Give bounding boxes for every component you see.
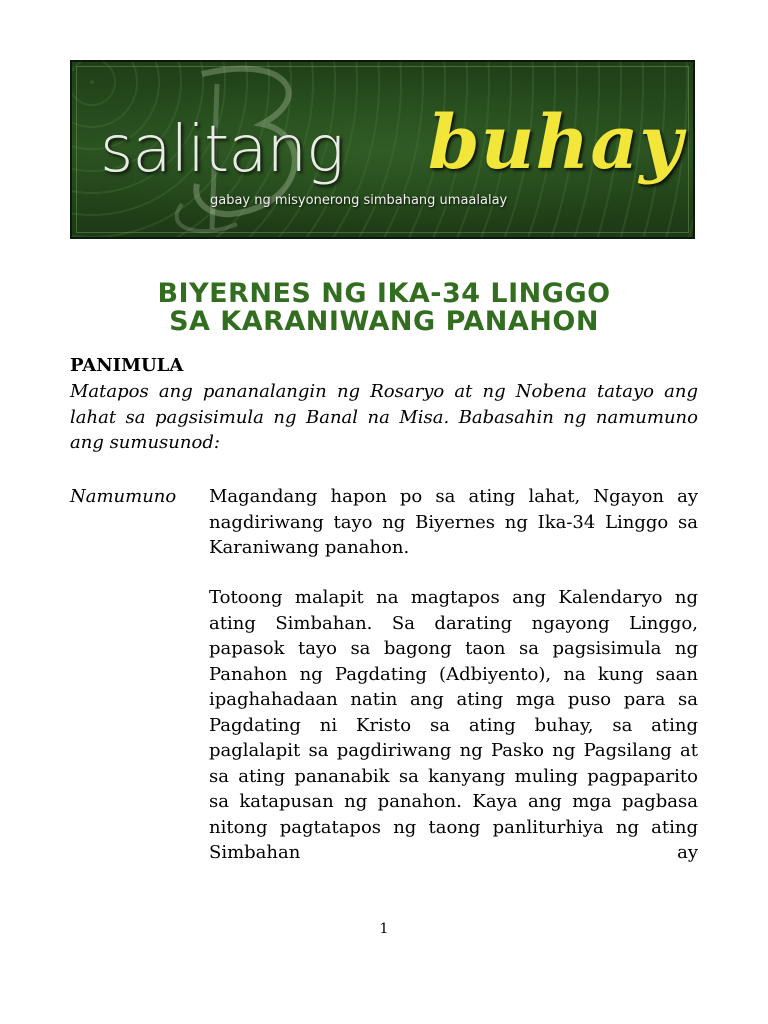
brand-tagline: gabay ng misyonerong simbahang umaalalay [210, 193, 508, 208]
brand-wordmark-buhay: buhay [428, 100, 684, 186]
page-title [0, 280, 768, 336]
header-banner [70, 60, 695, 239]
page-number: 1 [379, 921, 389, 937]
speaker-label: Namumuno [70, 486, 177, 507]
title-line-2: SA KARANIWANG PANAHON [169, 306, 599, 337]
dialogue-paragraph-1: Magandang hapon po sa ating lahat, Ngayon ay nagdiriwang tayo ng Biyernes ng Ika-34 Linggo sa Karaniwang panahon. [209, 486, 698, 558]
section-heading: PANIMULA [70, 355, 184, 376]
brand-wordmark-salitang: salitang [100, 113, 344, 187]
dialogue-paragraph-2: Totoong malapit na magtapos ang Kalendaryo ng ating Simbahan. Sa darating ngayong Linggo, papasok tayo sa bagong taon sa pagsisimula ng Panahon ng Pagdating (Adbiyento), na kung saan ipaghahadaan natin ang ating mga puso para sa Pagdating ni Kristo sa ating buhay, sa ating paglalapit sa pagdiriwang ng Pasko ng Pagsilang at sa ating pananabik sa kanyang muling pagpaparito sa katapusan ng panahon. Kaya ang mga pagbasa nitong pagtatapos ng taong panliturhiya ng ating Simbahan ay [209, 587, 698, 863]
intro-instruction: Matapos ang pananalangin ng Rosaryo at ng Nobena tatayo ang lahat sa pagsisimula ng Banal na Misa. Babasahin ng namumuno ang sumusunod: [70, 381, 698, 453]
title-line-1: BIYERNES NG IKA-34 LINGGO [157, 278, 611, 309]
